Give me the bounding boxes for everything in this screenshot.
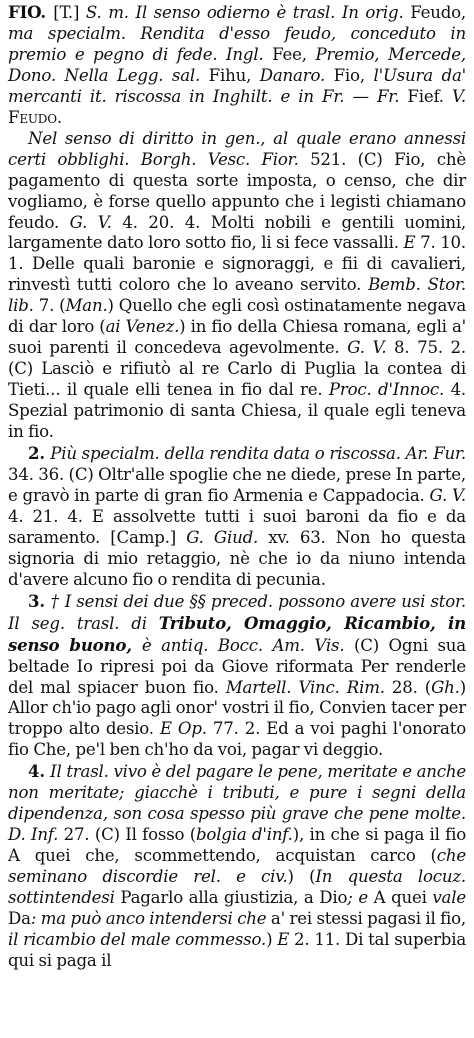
text-run: G. V.: [69, 212, 123, 232]
text-run: 2.: [28, 443, 51, 464]
text-run: Fihu,: [208, 65, 260, 85]
text-run: Feudo.: [8, 107, 62, 127]
text-run: Il trasl. vivo è del pagare le pene, meritate e anche non meritate; giacchè i tributi, e pure i segni della dipendenza, son cosa spesso più grave che pene molte. D. Inf.: [8, 762, 466, 845]
text-run: è antiq. Bocc. Am. Vis.: [141, 635, 354, 655]
text-run: 521. (C) Fio, chè pagamento di questa sorte imposta, o censo, che dir vogliamo, è forse quello appunto che i legisti chiamano feudo.: [8, 149, 466, 232]
text-run: ai Venez.: [105, 317, 180, 337]
text-run: 27. (C) Il fosso (: [63, 825, 196, 845]
text-run: G. V.: [347, 338, 395, 358]
text-run: 4. 21. 4. E assolvette tutti i suoi baroni da fio e da saramento. [Camp.]: [8, 506, 466, 547]
text-run: Fee,: [272, 44, 316, 64]
text-run: Proc. d'Innoc.: [328, 380, 451, 400]
text-run: a' rei stessi pagasi il fio,: [270, 908, 466, 928]
sense-1-paragraph: [8, 129, 466, 443]
text-run: Premio, Mercede, Dono. Nella Legg. sal.: [8, 44, 466, 85]
text-run: Fief.: [407, 86, 453, 106]
text-run: [T.]: [53, 3, 86, 22]
text-run: 4.: [28, 761, 51, 782]
text-run: 2. 11. Di tal superbia qui si paga il: [8, 929, 467, 970]
text-run: ): [266, 929, 278, 949]
text-run: Fio,: [333, 65, 374, 85]
text-run: Feudo,: [410, 3, 467, 22]
text-run: l'Usura da' mercanti it. riscossa in Inghilt. e in Fr. — Fr.: [8, 65, 467, 106]
text-run: E: [277, 929, 295, 949]
text-run: Tributo, Omaggio, Ricambio, in senso buono,: [8, 612, 466, 655]
text-run: † I sensi dei due §§ preced. possono avere usi stor. Il seg. trasl. di: [8, 591, 466, 633]
text-run: 7. 10. 1. Delle quali baronie e signoraggi, e fii di cavalieri, rinvestì tutti coloro che lo aveano servito.: [8, 233, 466, 295]
text-run: ma specialm. Rendita d'esso feudo, conceduto in premio e pegno di fede. Ingl.: [8, 23, 466, 64]
text-run: 8. 75. 2. (C) Lasciò e rifiutò al re Carlo di Puglia la contea di Tieti... il quale elli tenea in fio dal re.: [8, 338, 466, 400]
text-run: G. Giud.: [186, 527, 269, 547]
text-run: FIO.: [8, 2, 54, 22]
text-run: G. V.: [429, 485, 466, 505]
text-run: Danaro.: [259, 65, 334, 85]
text-run: 4. 20. 4. Molti nobili e gentili uomini, largamente dato loro sotto fio, li si fece vassalli.: [8, 212, 467, 253]
text-run: In questa locuz. sottintendesi: [8, 867, 466, 908]
text-run: 7. (: [38, 296, 66, 316]
text-run: vale: [432, 888, 466, 908]
sense-3-paragraph: [8, 591, 466, 762]
text-run: E: [403, 233, 421, 253]
text-run: ; e: [347, 888, 374, 908]
text-run: : ma può anco intendersi che: [30, 908, 271, 928]
text-run: Pagarlo alla giustizia, a Dio: [120, 888, 348, 908]
text-run: 4. Spezial patrimonio di santa Chiesa, il quale egli teneva in fio.: [8, 380, 466, 442]
text-run: Nel senso di diritto in gen., al quale erano annessi certi obblighi. Borgh. Vesc. Fior.: [8, 128, 466, 169]
text-run: ), in che si paga il fio A quei che, scommettendo, acquistan carco (: [8, 825, 466, 866]
text-run: ) Allor ch'io pago agli onor' vostri il fio, Convien tacer per troppo alto desio.: [8, 677, 466, 739]
text-run: Gh.: [431, 677, 460, 697]
text-run: 34. 36. (C) Oltr'alle spoglie che ne diede, prese In parte, e gravò in parte di gran fio Armenia e Cappadocia.: [8, 464, 466, 505]
definition-paragraph: [8, 2, 466, 129]
text-run: ) Quello che egli così ostinatamente negava di dar loro (: [8, 296, 467, 337]
text-run: il ricambio del male commesso.: [8, 929, 267, 949]
text-run: S. m. Il senso odierno è trasl. In orig.: [85, 3, 411, 22]
dictionary-entry-fio: [8, 2, 466, 972]
text-run: (C) Ogni sua beltade Io ripresi poi da Giove riformata Per renderle del mal spiacer buon fio.: [8, 635, 466, 697]
text-run: E Op.: [159, 719, 213, 739]
text-run: 3.: [28, 590, 51, 611]
text-run: V.: [452, 86, 466, 106]
text-run: 28. (: [391, 677, 432, 697]
text-run: A quei: [373, 888, 433, 908]
text-run: che seminano discordie rel. e civ.: [8, 846, 466, 887]
text-run: ) in fio della Chiesa romana, egli a' suoi parenti il concedeva agevolmente.: [8, 317, 467, 358]
text-run: Bemb. Stor. lib.: [8, 275, 467, 316]
text-run: xv. 63. Non ho questa signoria di mio retaggio, nè che io da niuno intenda d'avere alcuno fio o rendita di pecunia.: [8, 527, 466, 589]
text-run: bolgia d'inf.: [195, 825, 293, 845]
sense-2-paragraph: [8, 443, 466, 591]
text-run: Man.: [65, 296, 108, 316]
text-run: Martell. Vinc. Rim.: [225, 677, 392, 697]
text-run: Da: [8, 908, 31, 928]
text-run: Più specialm. della rendita data o riscossa. Ar. Fur.: [50, 444, 466, 464]
text-run: 77. 2. Ed a voi paghi l'onorato fio Che, pe'l ben ch'ho da voi, pagar vi deggio.: [8, 719, 466, 760]
sense-4-paragraph: [8, 761, 466, 972]
text-run: ) (: [287, 867, 316, 887]
